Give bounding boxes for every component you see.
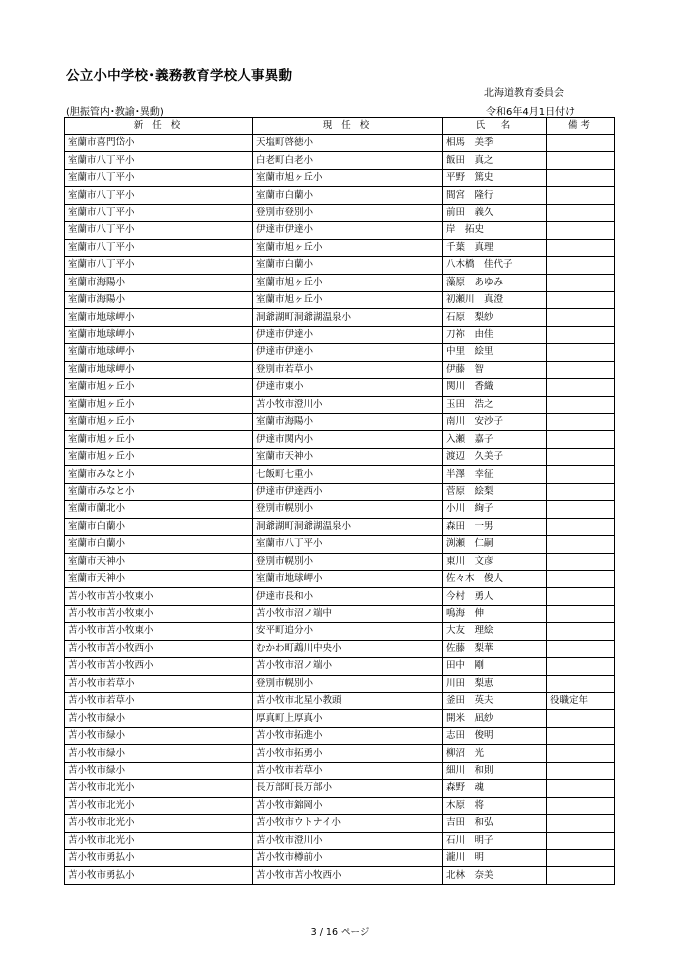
table-row xyxy=(65,483,615,500)
table-row xyxy=(65,257,615,274)
new-school-cell: 苫小牧市緑小 xyxy=(65,762,253,779)
name-cell: 中里 絵里 xyxy=(443,344,547,361)
table-row xyxy=(65,727,615,744)
new-school-cell: 室蘭市旭ヶ丘小 xyxy=(65,379,253,396)
remarks-cell xyxy=(547,658,615,675)
current-school-cell: 天塩町啓徳小 xyxy=(253,135,443,152)
new-school-cell: 室蘭市白蘭小 xyxy=(65,518,253,535)
remarks-cell xyxy=(547,379,615,396)
name-cell: 相馬 美季 xyxy=(443,135,547,152)
remarks-cell xyxy=(547,204,615,221)
table-row xyxy=(65,326,615,343)
table-row xyxy=(65,675,615,692)
table-row xyxy=(65,710,615,727)
remarks-cell xyxy=(547,361,615,378)
document-title: 公立小中学校･義務教育学校人事異動 xyxy=(66,68,293,84)
current-school-cell: 苫小牧市澄川小 xyxy=(253,396,443,413)
table-row xyxy=(65,152,615,169)
name-cell: 佐々木 俊人 xyxy=(443,570,547,587)
name-cell: 吉田 和弘 xyxy=(443,815,547,832)
current-school-cell: 苫小牧市ウトナイ小 xyxy=(253,815,443,832)
remarks-cell xyxy=(547,152,615,169)
new-school-cell: 室蘭市白蘭小 xyxy=(65,536,253,553)
current-school-cell: 室蘭市白蘭小 xyxy=(253,257,443,274)
new-school-cell: 室蘭市みなと小 xyxy=(65,483,253,500)
name-cell: 半澤 幸征 xyxy=(443,466,547,483)
remarks-cell xyxy=(547,675,615,692)
table-row xyxy=(65,396,615,413)
current-school-cell: 苫小牧市沼ノ端小 xyxy=(253,658,443,675)
remarks-cell xyxy=(547,431,615,448)
current-school-cell: 伊達市伊達小 xyxy=(253,222,443,239)
new-school-cell: 苫小牧市北光小 xyxy=(65,797,253,814)
name-cell: 瀧川 明 xyxy=(443,849,547,866)
table-row xyxy=(65,605,615,622)
name-cell: 開米 凪紗 xyxy=(443,710,547,727)
new-school-cell: 室蘭市八丁平小 xyxy=(65,204,253,221)
remarks-cell xyxy=(547,588,615,605)
remarks-cell: 役職定年 xyxy=(547,693,615,710)
table-row xyxy=(65,187,615,204)
remarks-cell xyxy=(547,832,615,849)
table-row xyxy=(65,867,615,884)
table-row xyxy=(65,849,615,866)
current-school-cell: 安平町追分小 xyxy=(253,623,443,640)
new-school-cell: 室蘭市八丁平小 xyxy=(65,222,253,239)
name-cell: 森野 魂 xyxy=(443,780,547,797)
current-school-cell: むかわ町鵡川中央小 xyxy=(253,640,443,657)
name-cell: 小川 絢子 xyxy=(443,501,547,518)
table-row xyxy=(65,169,615,186)
new-school-cell: 室蘭市地球岬小 xyxy=(65,344,253,361)
table-row xyxy=(65,379,615,396)
table-body xyxy=(65,135,615,885)
new-school-cell: 室蘭市八丁平小 xyxy=(65,169,253,186)
remarks-cell xyxy=(547,780,615,797)
remarks-cell xyxy=(547,483,615,500)
remarks-cell xyxy=(547,326,615,343)
table-row xyxy=(65,448,615,465)
new-school-cell: 室蘭市海陽小 xyxy=(65,274,253,291)
new-school-cell: 苫小牧市苫小牧西小 xyxy=(65,658,253,675)
new-school-cell: 室蘭市喜門岱小 xyxy=(65,135,253,152)
table-row xyxy=(65,274,615,291)
new-school-cell: 室蘭市地球岬小 xyxy=(65,361,253,378)
name-cell: 大友 理絵 xyxy=(443,623,547,640)
current-school-cell: 室蘭市天神小 xyxy=(253,448,443,465)
new-school-cell: 苫小牧市苫小牧東小 xyxy=(65,588,253,605)
new-school-cell: 室蘭市八丁平小 xyxy=(65,187,253,204)
new-school-cell: 室蘭市みなと小 xyxy=(65,466,253,483)
current-school-cell: 白老町白老小 xyxy=(253,152,443,169)
current-school-cell: 室蘭市旭ヶ丘小 xyxy=(253,169,443,186)
remarks-cell xyxy=(547,239,615,256)
name-cell: 川田 梨恵 xyxy=(443,675,547,692)
name-cell: 石川 明子 xyxy=(443,832,547,849)
new-school-cell: 室蘭市八丁平小 xyxy=(65,152,253,169)
table-row xyxy=(65,239,615,256)
new-school-cell: 苫小牧市北光小 xyxy=(65,815,253,832)
new-school-cell: 苫小牧市緑小 xyxy=(65,745,253,762)
name-cell: 千葉 真理 xyxy=(443,239,547,256)
current-school-cell: 七飯町七重小 xyxy=(253,466,443,483)
effective-date: 令和6年4月1日付け xyxy=(486,107,576,118)
new-school-cell: 室蘭市地球岬小 xyxy=(65,326,253,343)
new-school-cell: 室蘭市旭ヶ丘小 xyxy=(65,448,253,465)
current-school-cell: 登別市幌別小 xyxy=(253,675,443,692)
remarks-cell xyxy=(547,187,615,204)
new-school-cell: 室蘭市海陽小 xyxy=(65,291,253,308)
name-cell: 今村 勇人 xyxy=(443,588,547,605)
remarks-cell xyxy=(547,815,615,832)
table-row xyxy=(65,658,615,675)
name-cell: 入瀬 嘉子 xyxy=(443,431,547,448)
current-school-cell: 苫小牧市樽前小 xyxy=(253,849,443,866)
header-remarks: 備考 xyxy=(547,118,615,135)
remarks-cell xyxy=(547,501,615,518)
name-cell: 石原 梨紗 xyxy=(443,309,547,326)
name-cell: 飯田 真之 xyxy=(443,152,547,169)
new-school-cell: 苫小牧市苫小牧東小 xyxy=(65,605,253,622)
new-school-cell: 苫小牧市緑小 xyxy=(65,710,253,727)
name-cell: 鳴海 伸 xyxy=(443,605,547,622)
current-school-cell: 苫小牧市錦岡小 xyxy=(253,797,443,814)
current-school-cell: 伊達市伊達小 xyxy=(253,326,443,343)
current-school-cell: 室蘭市地球岬小 xyxy=(253,570,443,587)
remarks-cell xyxy=(547,414,615,431)
table-row xyxy=(65,815,615,832)
header-current-school: 現 任 校 xyxy=(253,118,443,135)
current-school-cell: 苫小牧市澄川小 xyxy=(253,832,443,849)
table-row xyxy=(65,536,615,553)
new-school-cell: 苫小牧市勇払小 xyxy=(65,849,253,866)
name-cell: 前田 義久 xyxy=(443,204,547,221)
current-school-cell: 苫小牧市拓勇小 xyxy=(253,745,443,762)
current-school-cell: 伊達市長和小 xyxy=(253,588,443,605)
name-cell: 志田 俊明 xyxy=(443,727,547,744)
new-school-cell: 苫小牧市勇払小 xyxy=(65,867,253,884)
current-school-cell: 室蘭市海陽小 xyxy=(253,414,443,431)
remarks-cell xyxy=(547,640,615,657)
new-school-cell: 苫小牧市北光小 xyxy=(65,780,253,797)
current-school-cell: 長万部町長万部小 xyxy=(253,780,443,797)
remarks-cell xyxy=(547,605,615,622)
header-name: 氏 名 xyxy=(443,118,547,135)
current-school-cell: 苫小牧市沼ノ端中 xyxy=(253,605,443,622)
table-row xyxy=(65,361,615,378)
table-row xyxy=(65,832,615,849)
name-cell: 関川 香織 xyxy=(443,379,547,396)
page-number: 3 / 16 ページ xyxy=(310,927,370,938)
current-school-cell: 苫小牧市若草小 xyxy=(253,762,443,779)
table-row xyxy=(65,518,615,535)
new-school-cell: 室蘭市八丁平小 xyxy=(65,239,253,256)
remarks-cell xyxy=(547,623,615,640)
table-row xyxy=(65,588,615,605)
name-cell: 八木橋 佳代子 xyxy=(443,257,547,274)
name-cell: 玉田 浩之 xyxy=(443,396,547,413)
current-school-cell: 苫小牧市拓進小 xyxy=(253,727,443,744)
remarks-cell xyxy=(547,710,615,727)
document-subtitle: (胆振管内･教諭･異動) xyxy=(66,107,164,118)
new-school-cell: 室蘭市旭ヶ丘小 xyxy=(65,414,253,431)
new-school-cell: 室蘭市地球岬小 xyxy=(65,309,253,326)
remarks-cell xyxy=(547,257,615,274)
remarks-cell xyxy=(547,867,615,884)
new-school-cell: 室蘭市蘭北小 xyxy=(65,501,253,518)
new-school-cell: 苫小牧市若草小 xyxy=(65,675,253,692)
name-cell: 木原 将 xyxy=(443,797,547,814)
name-cell: 東川 文彦 xyxy=(443,553,547,570)
name-cell: 渕瀬 仁嗣 xyxy=(443,536,547,553)
new-school-cell: 室蘭市旭ヶ丘小 xyxy=(65,396,253,413)
name-cell: 刀祢 由佳 xyxy=(443,326,547,343)
name-cell: 間宮 隆行 xyxy=(443,187,547,204)
current-school-cell: 登別市幌別小 xyxy=(253,553,443,570)
new-school-cell: 苫小牧市苫小牧東小 xyxy=(65,623,253,640)
table-row xyxy=(65,640,615,657)
new-school-cell: 苫小牧市若草小 xyxy=(65,693,253,710)
remarks-cell xyxy=(547,727,615,744)
current-school-cell: 伊達市伊達小 xyxy=(253,344,443,361)
current-school-cell: 室蘭市旭ヶ丘小 xyxy=(253,274,443,291)
current-school-cell: 室蘭市旭ヶ丘小 xyxy=(253,291,443,308)
current-school-cell: 伊達市伊達西小 xyxy=(253,483,443,500)
current-school-cell: 伊達市東小 xyxy=(253,379,443,396)
remarks-cell xyxy=(547,536,615,553)
name-cell: 岸 拓史 xyxy=(443,222,547,239)
name-cell: 釜田 英夫 xyxy=(443,693,547,710)
remarks-cell xyxy=(547,570,615,587)
header-row xyxy=(65,118,615,135)
table-row xyxy=(65,623,615,640)
name-cell: 藻原 あゆみ xyxy=(443,274,547,291)
name-cell: 柳沼 光 xyxy=(443,745,547,762)
remarks-cell xyxy=(547,745,615,762)
table-row xyxy=(65,414,615,431)
table-row xyxy=(65,291,615,308)
issuer: 北海道教育委員会 xyxy=(484,88,564,99)
name-cell: 田中 剛 xyxy=(443,658,547,675)
remarks-cell xyxy=(547,448,615,465)
table-row xyxy=(65,135,615,152)
new-school-cell: 室蘭市八丁平小 xyxy=(65,257,253,274)
name-cell: 森田 一男 xyxy=(443,518,547,535)
table-row xyxy=(65,222,615,239)
new-school-cell: 苫小牧市苫小牧西小 xyxy=(65,640,253,657)
name-cell: 初瀬川 真澄 xyxy=(443,291,547,308)
new-school-cell: 苫小牧市北光小 xyxy=(65,832,253,849)
table-row xyxy=(65,762,615,779)
current-school-cell: 室蘭市旭ヶ丘小 xyxy=(253,239,443,256)
current-school-cell: 登別市幌別小 xyxy=(253,501,443,518)
table-row xyxy=(65,344,615,361)
current-school-cell: 苫小牧市北星小教頭 xyxy=(253,693,443,710)
remarks-cell xyxy=(547,466,615,483)
new-school-cell: 室蘭市旭ヶ丘小 xyxy=(65,431,253,448)
name-cell: 菅原 絵梨 xyxy=(443,483,547,500)
name-cell: 佐藤 梨華 xyxy=(443,640,547,657)
remarks-cell xyxy=(547,849,615,866)
new-school-cell: 苫小牧市緑小 xyxy=(65,727,253,744)
current-school-cell: 伊達市関内小 xyxy=(253,431,443,448)
table-row xyxy=(65,745,615,762)
table-row xyxy=(65,693,615,710)
name-cell: 南川 安沙子 xyxy=(443,414,547,431)
table-row xyxy=(65,570,615,587)
remarks-cell xyxy=(547,518,615,535)
remarks-cell xyxy=(547,135,615,152)
remarks-cell xyxy=(547,291,615,308)
table-row xyxy=(65,466,615,483)
remarks-cell xyxy=(547,222,615,239)
remarks-cell xyxy=(547,169,615,186)
table-row xyxy=(65,780,615,797)
table-header xyxy=(65,118,615,135)
remarks-cell xyxy=(547,797,615,814)
remarks-cell xyxy=(547,344,615,361)
current-school-cell: 室蘭市八丁平小 xyxy=(253,536,443,553)
current-school-cell: 苫小牧市苫小牧西小 xyxy=(253,867,443,884)
table-row xyxy=(65,431,615,448)
table-row xyxy=(65,204,615,221)
current-school-cell: 登別市若草小 xyxy=(253,361,443,378)
table-row xyxy=(65,501,615,518)
current-school-cell: 厚真町上厚真小 xyxy=(253,710,443,727)
remarks-cell xyxy=(547,309,615,326)
name-cell: 渡辺 久美子 xyxy=(443,448,547,465)
new-school-cell: 室蘭市天神小 xyxy=(65,553,253,570)
current-school-cell: 洞爺湖町洞爺湖温泉小 xyxy=(253,309,443,326)
personnel-table xyxy=(64,117,615,885)
table-row xyxy=(65,309,615,326)
table-row xyxy=(65,553,615,570)
new-school-cell: 室蘭市天神小 xyxy=(65,570,253,587)
remarks-cell xyxy=(547,553,615,570)
remarks-cell xyxy=(547,762,615,779)
name-cell: 細川 和則 xyxy=(443,762,547,779)
name-cell: 伊藤 智 xyxy=(443,361,547,378)
current-school-cell: 洞爺湖町洞爺湖温泉小 xyxy=(253,518,443,535)
table-row xyxy=(65,797,615,814)
current-school-cell: 室蘭市白蘭小 xyxy=(253,187,443,204)
name-cell: 北林 奈美 xyxy=(443,867,547,884)
remarks-cell xyxy=(547,274,615,291)
name-cell: 平野 篤史 xyxy=(443,169,547,186)
remarks-cell xyxy=(547,396,615,413)
current-school-cell: 登別市登別小 xyxy=(253,204,443,221)
header-new-school: 新 任 校 xyxy=(65,118,253,135)
